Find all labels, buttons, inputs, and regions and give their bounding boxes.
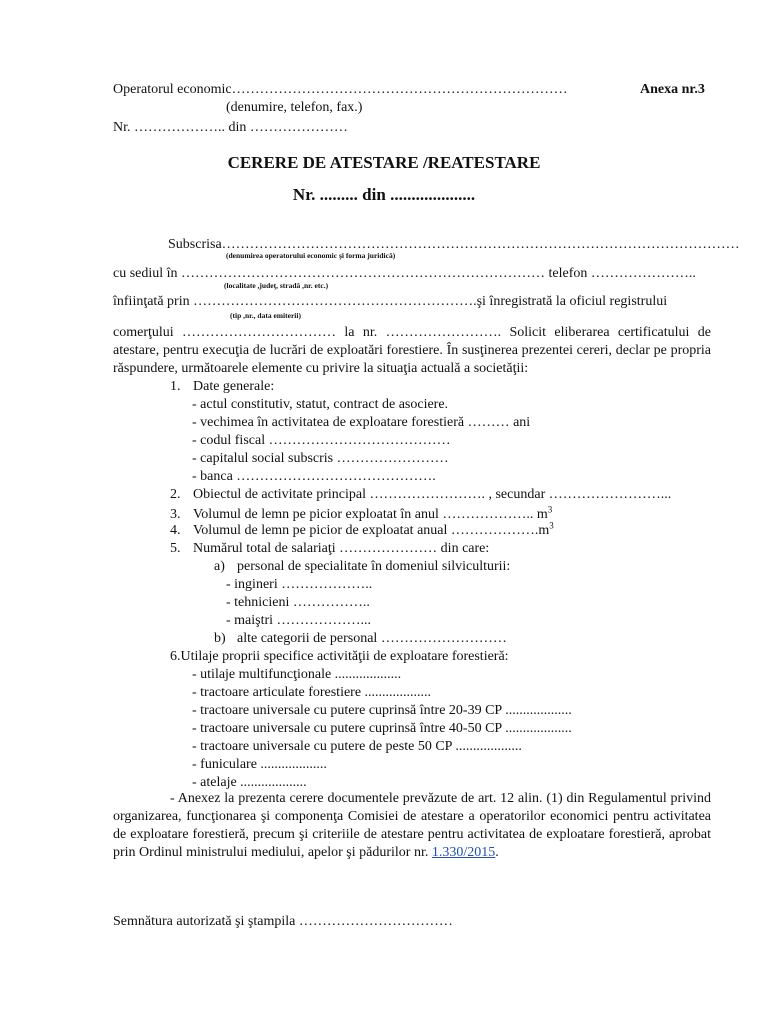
operator-hint: (denumire, telefon, fax.) bbox=[226, 100, 363, 115]
item-1-sub-1: - actul constitutiv, statut, contract de asociere. bbox=[192, 397, 449, 412]
sediul-line: cu sediul în …………………………………………………………………… telefon ………………….. bbox=[113, 266, 696, 281]
item-5b-letter: b) bbox=[214, 631, 226, 646]
sediul-hint: (localitate ,judeţ, stradă ,nr. etc.) bbox=[224, 281, 329, 290]
item-2-number: 2. bbox=[170, 487, 181, 502]
item-5a-sub-2: - tehnicieni …………….. bbox=[226, 595, 370, 610]
item-4-number: 4. bbox=[170, 523, 181, 538]
item-6-sub-5: - tractoare universale cu putere de peste 50 CP ................... bbox=[192, 739, 522, 754]
request-paragraph: comerţului …………………………… la nr. ……………………. Solicit eliberarea certificatului de atestare, pentru execuţia de lucrări de exploatări forestiere. În susţinerea prezentei cereri, declar pe propria răspundere, următoarele elemente cu privire la situaţia actuală a societăţii: bbox=[113, 325, 711, 376]
item-4-label: Volumul de lemn pe picior de exploatat anual $\dots\dots\dots\dots\dots\dots.m^3$ bbox=[193, 520, 554, 538]
item-5a-letter: a) bbox=[214, 559, 225, 574]
document-number: Nr. ......... din .................... bbox=[292, 185, 476, 204]
item-3-number: 3. bbox=[170, 507, 181, 522]
annex-label: Anexa nr.3 bbox=[640, 82, 705, 97]
annex-text: - Anexez la prezenta cerere documentele prevăzute de art. 12 alin. (1) din Regulamentul privind organizarea, funcţionarea şi componenţa Comisiei de atestare a operatorilor economici pentru activitatea de exploatare forestieră, precum şi criteriile de atestare pentru activitatea de exploatare forestieră, aprobat prin Ordinul ministrului mediului, apelor şi pădurilor nr. bbox=[113, 791, 711, 860]
item-6-label: 6.Utilaje proprii specifice activităţii de exploatare forestieră: bbox=[170, 649, 509, 664]
item-6-sub-7: - atelaje ................... bbox=[192, 775, 307, 790]
item-5-number: 5. bbox=[170, 541, 181, 556]
subscrisa-line: Subscrisa………………………………………………………………………………………………… bbox=[168, 237, 740, 252]
order-link[interactable]: 1.330/2015 bbox=[431, 845, 496, 860]
item-5b-label: alte categorii de personal ……………………… bbox=[237, 631, 507, 646]
infiintata-line: înfiinţată prin …………………………………………………….şi înregistrată la oficiul registrului bbox=[113, 294, 668, 309]
item-1-label: Date generale: bbox=[193, 379, 275, 394]
signature-line: Semnătura autorizată şi ştampila …………………………… bbox=[113, 914, 453, 929]
item-3-sup: 3 bbox=[547, 504, 553, 515]
item-5a-sub-1: - ingineri ……………….. bbox=[226, 577, 373, 592]
operator-line bbox=[113, 81, 568, 99]
subscrisa-hint: (denumirea operatorului economic şi forma juridică) bbox=[226, 251, 396, 260]
annex-paragraph: - Anexez la prezenta cerere documentele prevăzute de art. 12 alin. (1) din Regulamentul privind organizarea, funcţionarea şi componenţa Comisiei de atestare a operatorilor economici pentru activitatea de exploatare forestieră, precum şi criteriile de atestare pentru activitatea de exploatare forestieră, aprobat prin Ordinul ministrului mediului, apelor şi pădurilor nr. 1.330/2015. bbox=[113, 791, 711, 860]
operator-label: Operatorul economic bbox=[113, 82, 232, 97]
item-2-label: Obiectul de activitate principal ……………………. , secundar ……………………... bbox=[193, 487, 672, 502]
item-1-sub-4: - capitalul social subscris …………………… bbox=[192, 451, 449, 466]
item-6-sub-1: - utilaje multifuncţionale ................... bbox=[192, 667, 402, 682]
infiintata-hint: (tip ,nr., data emiterii) bbox=[230, 311, 301, 320]
item-6-sub-3: - tractoare universale cu putere cuprinsă între 20-39 CP ................... bbox=[192, 703, 572, 718]
item-6-sub-6: - funiculare ................... bbox=[192, 757, 327, 772]
nr-line: Nr. ……………….. din ………………… bbox=[113, 120, 348, 135]
item-5a-sub-3: - maiştri ………………... bbox=[226, 613, 372, 628]
item-4-sup: 3 bbox=[549, 520, 554, 531]
item-5-label: Numărul total de salariaţi ………………… din care: bbox=[193, 541, 490, 556]
item-1-sub-3: - codul fiscal ………………………………… bbox=[192, 433, 451, 448]
item-3-label: Volumul de lemn pe picior exploatat în anul ……………….. $m^3$ bbox=[193, 504, 553, 522]
item-6-sub-2: - tractoare articulate forestiere ................... bbox=[192, 685, 432, 700]
item-6-sub-4: - tractoare universale cu putere cuprinsă între 40-50 CP ................... bbox=[192, 721, 572, 736]
document-title: CERERE DE ATESTARE /REATESTARE bbox=[227, 153, 541, 172]
item-1-sub-2: - vechimea în activitatea de exploatare forestieră ……… ani bbox=[192, 415, 531, 430]
item-1-number: 1. bbox=[170, 379, 181, 394]
item-1-sub-5: - banca ……………………………………. bbox=[192, 469, 436, 484]
item-5a-label: personal de specialitate în domeniul silviculturii: bbox=[237, 559, 511, 574]
operator-dots: ……………………………………………………………… bbox=[231, 82, 568, 97]
